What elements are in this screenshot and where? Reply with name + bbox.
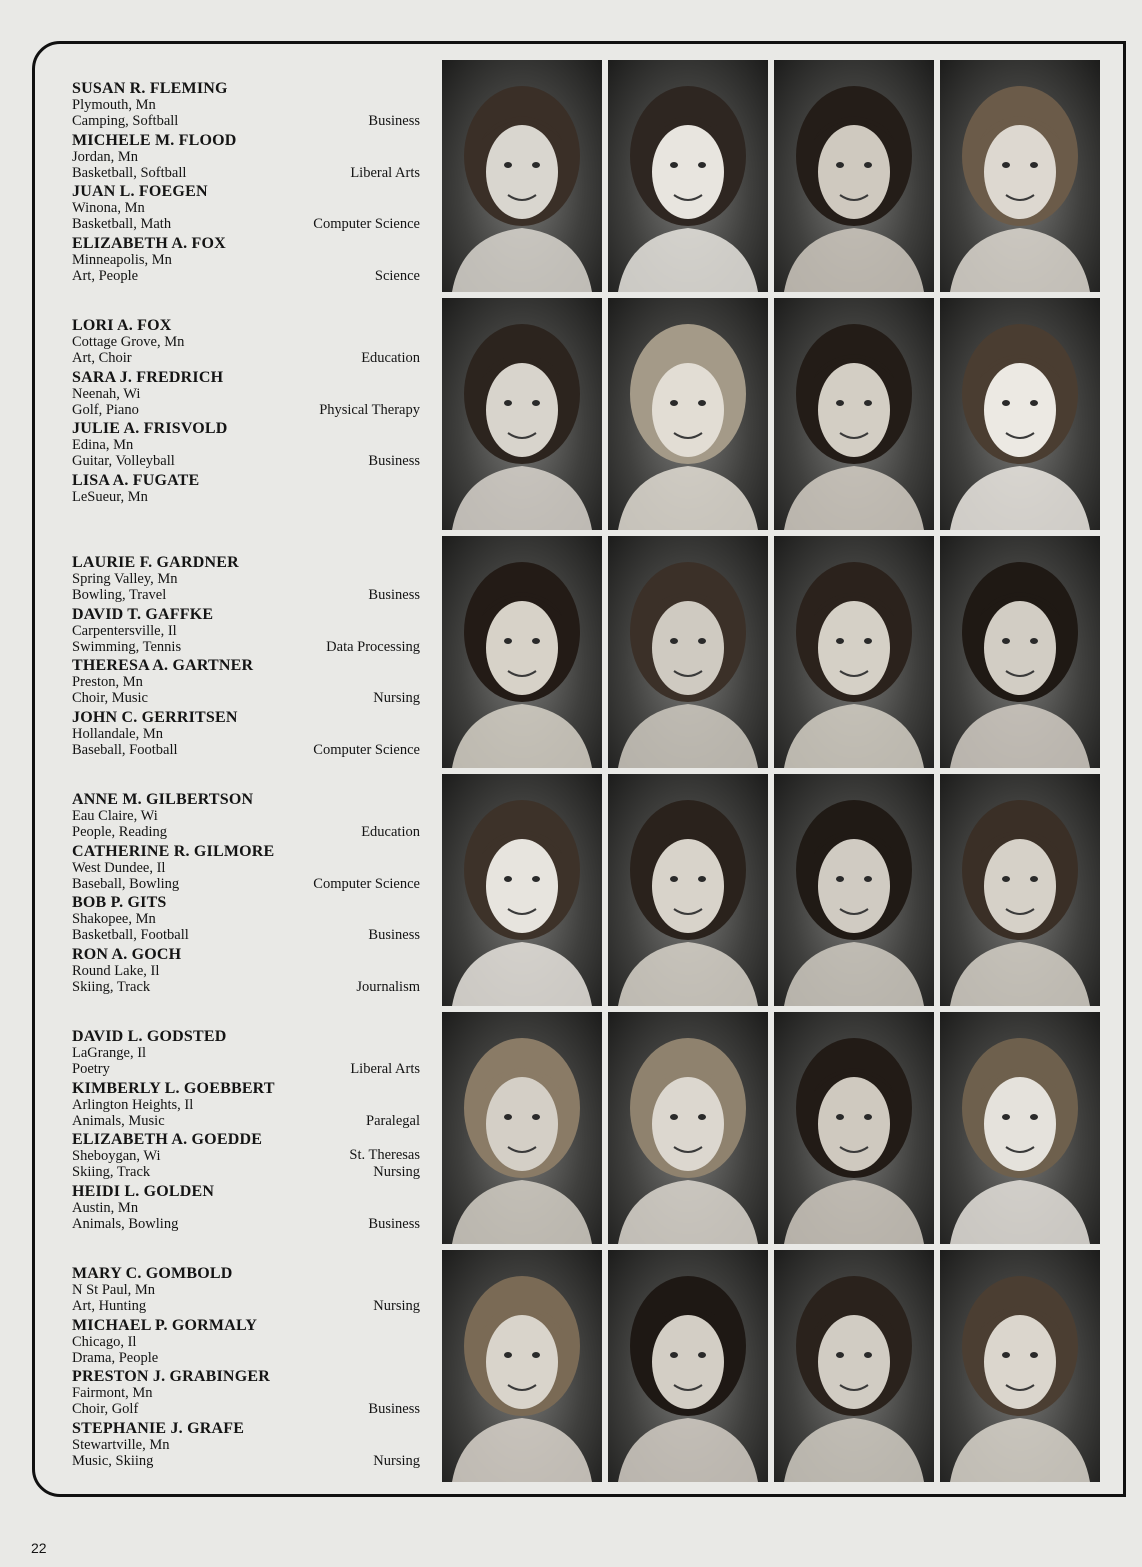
student-hometown: Plymouth, Mn [72, 97, 156, 113]
student-group [72, 791, 424, 1023]
student-portrait [940, 774, 1100, 1006]
student-name: DAVID L. GODSTED [72, 1028, 227, 1045]
student-major: Nursing [373, 1298, 420, 1314]
student-name: STEPHANIE J. GRAFE [72, 1420, 245, 1437]
student-hometown: Carpentersville, Il [72, 623, 177, 639]
student-major: Physical Therapy [319, 402, 420, 418]
student-group [72, 1265, 424, 1497]
student-activities: Skiing, Track [72, 1164, 151, 1180]
student-activities: People, Reading [72, 824, 168, 840]
student-activities: Art, People [72, 268, 139, 284]
student-entry [72, 183, 424, 235]
student-activities: Swimming, Tennis [72, 639, 182, 655]
student-name: LORI A. FOX [72, 317, 172, 334]
student-hometown: N St Paul, Mn [72, 1282, 155, 1298]
student-entry [72, 472, 424, 524]
student-activities: Basketball, Softball [72, 165, 187, 181]
student-portrait [442, 1012, 602, 1244]
student-name: JUAN L. FOEGEN [72, 183, 208, 200]
student-portrait [940, 536, 1100, 768]
student-hometown: LeSueur, Mn [72, 489, 148, 505]
student-entry [72, 1368, 424, 1420]
student-major: Business [368, 587, 420, 603]
student-portrait [940, 298, 1100, 530]
student-portrait [608, 1250, 768, 1482]
student-major: Data Processing [326, 639, 420, 655]
student-activities: Basketball, Football [72, 927, 189, 943]
student-major: Computer Science [313, 742, 420, 758]
student-activities: Choir, Golf [72, 1401, 139, 1417]
student-entry [72, 1420, 424, 1472]
student-hometown: Spring Valley, Mn [72, 571, 178, 587]
student-major: Paralegal [366, 1113, 420, 1129]
student-portrait [774, 774, 934, 1006]
student-hometown: Round Lake, Il [72, 963, 160, 979]
student-portrait [442, 60, 602, 292]
student-name: KIMBERLY L. GOEBBERT [72, 1080, 275, 1097]
student-hometown: Sheboygan, Wi [72, 1148, 161, 1164]
student-portrait [442, 1250, 602, 1482]
student-activities: Animals, Bowling [72, 1216, 179, 1232]
student-name: MICHAEL P. GORMALY [72, 1317, 258, 1334]
student-hometown: Hollandale, Mn [72, 726, 164, 742]
student-activities: Baseball, Football [72, 742, 178, 758]
student-major: Nursing [373, 1453, 420, 1469]
student-name: SARA J. FREDRICH [72, 369, 224, 386]
student-entry [72, 791, 424, 843]
student-activities: Bowling, Travel [72, 587, 167, 603]
student-activities: Golf, Piano [72, 402, 139, 418]
student-portrait [940, 1012, 1100, 1244]
student-activities: Drama, People [72, 1350, 159, 1366]
student-entry [72, 317, 424, 369]
student-hometown: Stewartville, Mn [72, 1437, 170, 1453]
student-portrait [774, 60, 934, 292]
student-name: THERESA A. GARTNER [72, 657, 254, 674]
student-hometown: Neenah, Wi [72, 386, 141, 402]
student-portrait [442, 536, 602, 768]
student-major: Computer Science [313, 876, 420, 892]
student-entry [72, 1265, 424, 1317]
student-major: Computer Science [313, 216, 420, 232]
student-major: Business [368, 1401, 420, 1417]
student-activities: Basketball, Math [72, 216, 172, 232]
student-activities: Art, Hunting [72, 1298, 147, 1314]
student-portrait [940, 60, 1100, 292]
student-entry [72, 369, 424, 421]
student-entry [72, 1317, 424, 1369]
student-portrait [608, 536, 768, 768]
student-entry [72, 420, 424, 472]
student-major: Business [368, 113, 420, 129]
portrait-grid [442, 60, 1106, 1484]
student-group [72, 554, 424, 786]
student-hometown: Edina, Mn [72, 437, 134, 453]
student-entry [72, 606, 424, 658]
student-activities: Art, Choir [72, 350, 132, 366]
student-major: Liberal Arts [350, 1061, 420, 1077]
student-name: LISA A. FUGATE [72, 472, 200, 489]
student-hometown: Cottage Grove, Mn [72, 334, 185, 350]
student-entry [72, 657, 424, 709]
student-major: St. Theresas Nursing [349, 1147, 420, 1180]
student-major: Education [361, 350, 420, 366]
student-activities: Music, Skiing [72, 1453, 154, 1469]
student-major: Business [368, 453, 420, 469]
student-name: JOHN C. GERRITSEN [72, 709, 238, 726]
student-portrait [442, 774, 602, 1006]
student-portrait [774, 1012, 934, 1244]
student-portrait [774, 1250, 934, 1482]
student-group [72, 80, 424, 312]
student-group [72, 317, 424, 549]
student-portrait [774, 536, 934, 768]
student-activities: Poetry [72, 1061, 110, 1077]
student-hometown: Minneapolis, Mn [72, 252, 172, 268]
student-name: JULIE A. FRISVOLD [72, 420, 228, 437]
student-hometown: Austin, Mn [72, 1200, 139, 1216]
student-group [72, 1028, 424, 1260]
student-entry [72, 1183, 424, 1235]
student-hometown: West Dundee, Il [72, 860, 166, 876]
student-activities: Skiing, Track [72, 979, 151, 995]
student-activities: Animals, Music [72, 1113, 165, 1129]
student-activities: Camping, Softball [72, 113, 179, 129]
student-portrait [608, 774, 768, 1006]
student-entry [72, 946, 424, 998]
page-number: 22 [31, 1540, 47, 1556]
student-major: Science [374, 268, 420, 284]
student-hometown: Winona, Mn [72, 200, 145, 216]
student-major: Business [368, 927, 420, 943]
student-major: Journalism [356, 979, 420, 995]
student-name: ANNE M. GILBERTSON [72, 791, 254, 808]
student-name: MICHELE M. FLOOD [72, 132, 237, 149]
student-hometown: Arlington Heights, Il [72, 1097, 194, 1113]
student-name: DAVID T. GAFFKE [72, 606, 214, 623]
student-name: LAURIE F. GARDNER [72, 554, 239, 571]
student-hometown: Fairmont, Mn [72, 1385, 153, 1401]
student-hometown: Preston, Mn [72, 674, 143, 690]
student-activities: Choir, Music [72, 690, 148, 706]
student-entry [72, 132, 424, 184]
student-major: Nursing [373, 690, 420, 706]
student-portrait [940, 1250, 1100, 1482]
student-name: RON A. GOCH [72, 946, 182, 963]
student-name: ELIZABETH A. GOEDDE [72, 1131, 263, 1148]
student-entry [72, 235, 424, 287]
student-name: ELIZABETH A. FOX [72, 235, 226, 252]
student-name: MARY C. GOMBOLD [72, 1265, 233, 1282]
student-name: PRESTON J. GRABINGER [72, 1368, 270, 1385]
student-entry [72, 843, 424, 895]
student-entry [72, 1131, 424, 1183]
student-name: HEIDI L. GOLDEN [72, 1183, 215, 1200]
student-portrait [608, 1012, 768, 1244]
student-portrait [442, 298, 602, 530]
student-hometown: Jordan, Mn [72, 149, 139, 165]
student-entry [72, 894, 424, 946]
student-hometown: Eau Claire, Wi [72, 808, 158, 824]
student-hometown: Chicago, Il [72, 1334, 137, 1350]
student-activities: Guitar, Volleyball [72, 453, 175, 469]
student-activities: Baseball, Bowling [72, 876, 180, 892]
student-portrait [608, 60, 768, 292]
student-entry [72, 709, 424, 761]
student-name: SUSAN R. FLEMING [72, 80, 228, 97]
student-name: CATHERINE R. GILMORE [72, 843, 275, 860]
student-hometown: Shakopee, Mn [72, 911, 156, 927]
student-hometown: LaGrange, Il [72, 1045, 147, 1061]
student-entry [72, 80, 424, 132]
student-major: Business [368, 1216, 420, 1232]
student-entry [72, 1080, 424, 1132]
student-name: BOB P. GITS [72, 894, 167, 911]
student-portrait [774, 298, 934, 530]
student-major: Liberal Arts [350, 165, 420, 181]
student-entry [72, 1028, 424, 1080]
student-major: Education [361, 824, 420, 840]
student-entry [72, 554, 424, 606]
student-portrait [608, 298, 768, 530]
